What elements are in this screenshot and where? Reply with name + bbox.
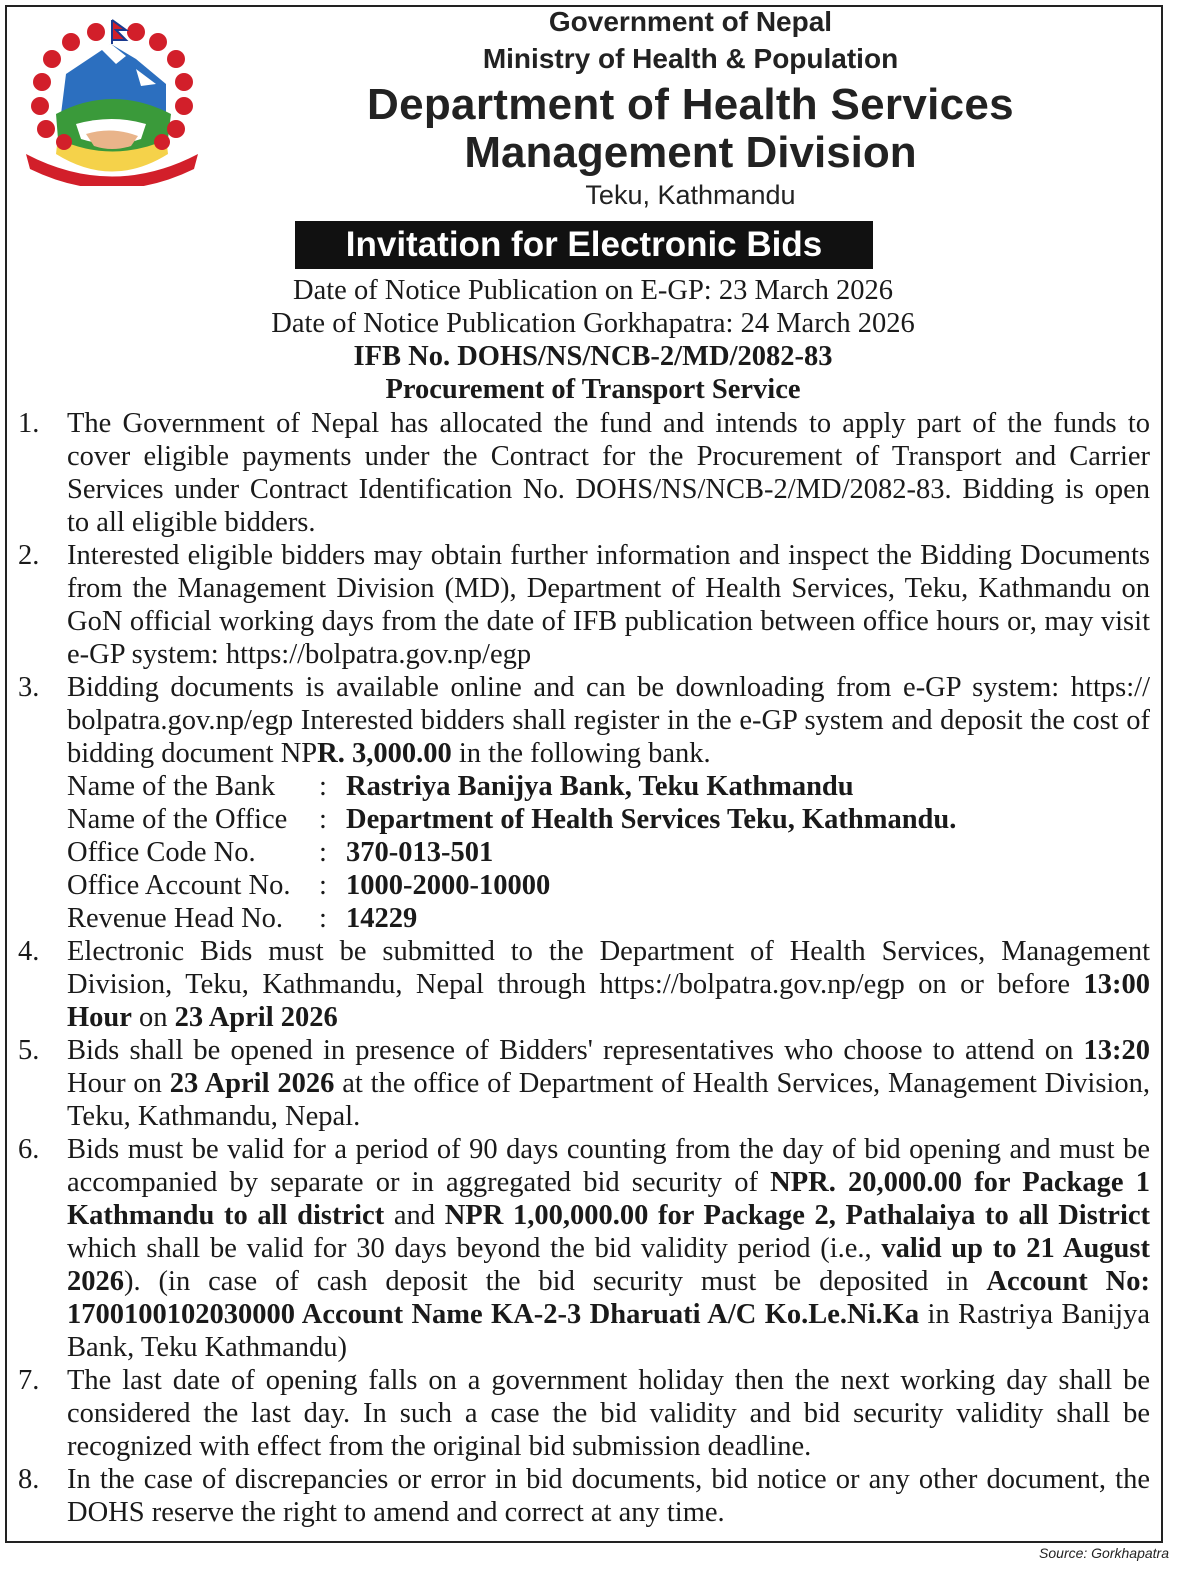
bank-detail-colon: :	[319, 804, 327, 835]
notice-clause	[18, 1034, 1150, 1133]
clause-number: 4.	[18, 936, 40, 967]
clause-text-bold: 13:00 Hour	[67, 969, 1150, 1033]
clause-number: 8.	[18, 1464, 40, 1495]
notice-title-banner: Invitation for Electronic Bids	[295, 221, 873, 269]
clause-text	[67, 407, 1150, 539]
clause-number: 7.	[18, 1365, 40, 1396]
bank-detail-label: Name of the Office	[67, 804, 288, 835]
bank-detail-colon: :	[319, 771, 327, 802]
clause-text-bold: 23 April 2026	[169, 1068, 335, 1099]
bank-detail-label: Office Account No.	[67, 870, 291, 901]
clause-text	[67, 671, 1150, 770]
procurement-subject: Procurement of Transport Service	[385, 374, 801, 405]
ifb-number: IFB No. DOHS/NS/NCB-2/MD/2082-83	[353, 341, 833, 372]
clause-text-bold: 13:20	[1083, 1035, 1150, 1066]
nepal-emblem-logo	[16, 14, 208, 186]
clause-text-bold: R. 3,000.00	[317, 738, 452, 769]
notice-clause	[18, 1133, 1150, 1364]
clause-text	[67, 1463, 1150, 1529]
header-location: Teku, Kathmandu	[585, 180, 796, 210]
header-ministry: Ministry of Health & Population	[482, 43, 899, 74]
clause-text-bold: NPR. 20,000.00 for Package 1 Kathmandu to all district	[67, 1167, 1150, 1231]
clause-text-bold: NPR 1,00,000.00 for Package 2, Pathalaiya to all District	[444, 1200, 1151, 1231]
bank-detail-colon: :	[319, 837, 327, 868]
clause-text	[67, 1364, 1150, 1463]
clause-number: 1.	[18, 408, 40, 439]
notice-clause	[18, 407, 1150, 539]
clause-text	[67, 1133, 1150, 1364]
clause-text-bold: Account No: 1700100102030000 Account Name KA-2-3 Dharuati A/C Ko.Le.Ni.Ka	[67, 1266, 1150, 1330]
bank-detail-value: 370-013-501	[346, 837, 494, 868]
clause-number: 3.	[18, 672, 40, 703]
clause-text-segment: Hour on	[67, 1068, 170, 1099]
clause-text-segment: and	[384, 1200, 445, 1231]
bank-detail-row	[67, 803, 1150, 836]
clause-number: 5.	[18, 1035, 40, 1066]
gorkhapatra-publication-date: Date of Notice Publication Gorkhapatra: 24 March 2026	[271, 308, 915, 339]
clause-text-segment: in Rastriya Banijya Bank, Teku Kathmandu)	[67, 1299, 1150, 1363]
source-credit: Source: Gorkhapatra	[1039, 1545, 1169, 1561]
clause-text-segment: The last date of opening falls on a government holiday then the next working day shall be considered the last day. In such a case the bid validity and bid security validity shall be recognized with effect from the original bid submission deadline.	[67, 1365, 1150, 1462]
clause-text-segment: on	[131, 1002, 175, 1033]
clause-text	[67, 539, 1150, 671]
egp-publication-date: Date of Notice Publication on E-GP: 23 March 2026	[293, 275, 893, 306]
clause-text-segment: Bids must be valid for a period of 90 days counting from the day of bid opening and must be accompanied by separate or in aggregated bid security of	[67, 1134, 1150, 1198]
bank-detail-value: Department of Health Services Teku, Kathmandu.	[346, 804, 957, 835]
clause-text-segment: Electronic Bids must be submitted to the Department of Health Services, Management Division, Teku, Kathmandu, Nepal through https://bolpatra.gov.np/egp on or before	[67, 936, 1150, 1000]
bank-detail-row	[67, 869, 1150, 902]
clause-text-segment: in the following bank.	[451, 738, 711, 769]
clause-text-segment: Bidding documents is available online and can be downloading from e-GP system: https:// bolpatra.gov.np/egp Interested bidders shall register in the e-GP system and deposit the cost of bidding document NP	[67, 672, 1150, 769]
notice-clause	[18, 671, 1150, 770]
notice-clause	[18, 935, 1150, 1034]
clause-number: 2.	[18, 540, 40, 571]
bank-detail-colon: :	[319, 870, 327, 901]
bank-detail-value: Rastriya Banijya Bank, Teku Kathmandu	[346, 771, 854, 802]
notice-body	[18, 407, 1150, 1529]
clause-number: 6.	[18, 1134, 40, 1165]
bank-detail-label: Name of the Bank	[67, 771, 276, 802]
clause-text-segment: Interested eligible bidders may obtain further information and inspect the Bidding Documents from the Management Division (MD), Department of Health Services, Teku, Kathmandu on GoN official working days from the date of IFB publication between office hours or, may visit e-GP system: https://bolpatra.gov.np/egp	[67, 540, 1150, 670]
notice-clause	[18, 539, 1150, 671]
clause-text-bold: 23 April 2026	[174, 1002, 338, 1033]
clause-text	[67, 935, 1150, 1034]
bank-detail-value: 1000-2000-10000	[346, 870, 551, 901]
clause-text-segment: ). (in case of cash deposit the bid security must be deposited in	[124, 1266, 987, 1297]
clause-text-segment: Bids shall be opened in presence of Bidders' representatives who choose to attend on	[67, 1035, 1084, 1066]
notice-clause	[18, 1463, 1150, 1529]
bank-detail-label: Revenue Head No.	[67, 903, 284, 934]
bank-details	[67, 770, 1150, 935]
bank-detail-colon: :	[319, 903, 327, 934]
bank-detail-row	[67, 902, 1150, 935]
clause-text-segment: which shall be valid for 30 days beyond the bid validity period (i.e.,	[67, 1233, 882, 1264]
clause-text-segment: The Government of Nepal has allocated the fund and intends to apply part of the funds to cover eligible payments under the Contract for the Procurement of Transport and Carrier Services under Contract Identification No. DOHS/NS/NCB-2/MD/2082-83. Bidding is open to all eligible bidders.	[67, 408, 1150, 538]
notice-clause	[18, 1364, 1150, 1463]
bank-detail-value: 14229	[346, 903, 418, 934]
bank-detail-row	[67, 836, 1150, 869]
clause-text-segment: In the case of discrepancies or error in bid documents, bid notice or any other document, the DOHS reserve the right to amend and correct at any time.	[67, 1464, 1150, 1528]
clause-text-bold: valid up to 21 August 2026	[67, 1233, 1150, 1297]
header-department: Department of Health Services	[367, 80, 1014, 129]
clause-text-segment: at the office of Department of Health Services, Management Division, Teku, Kathmandu, Nepal.	[67, 1068, 1150, 1132]
header-division: Management Division	[464, 128, 917, 177]
clause-text	[67, 1034, 1150, 1133]
header-government: Government of Nepal	[548, 6, 833, 37]
bank-detail-row	[67, 770, 1150, 803]
bank-detail-label: Office Code No.	[67, 837, 256, 868]
